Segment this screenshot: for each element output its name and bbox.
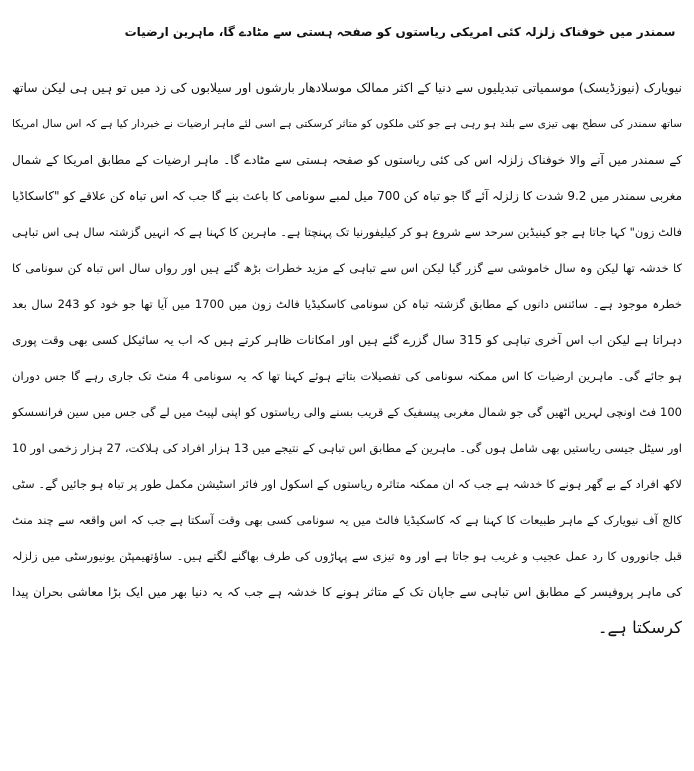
body-line: کرسکتا ہے۔ [597, 618, 682, 637]
body-line: اور سیٹل جیسی ریاستیں بھی شامل ہوں گی۔ ماہرین کے مطابق اس تباہی کے نتیجے میں 13 ہزار افراد کی ہلاکت، 27 ہزار زخمی اور 10 [12, 441, 682, 455]
article-headline: سمندر میں خوفناک زلزلہ کئی امریکی ریاستوں کو صفحہ ہستی سے مٹادے گا، ماہرین ارضیات [124, 25, 676, 39]
body-line: خطرہ موجود ہے۔ سائنس دانوں کے مطابق گزشتہ تباہ کن سونامی کاسکیڈیا فالٹ زون میں 1700 میں آیا تھا جو خود کو 243 سال بعد [12, 297, 682, 311]
body-line: دہراتا ہے لیکن اب اس آخری تباہی کو 315 سال گزرے گئے ہیں اور امکانات ظاہر کرتے ہیں کہ اب یہ سائیکل کسی بھی وقت پوری [12, 333, 682, 347]
body-line: ساتھ سمندر کی سطح بھی تیزی سے بلند ہو رہی ہے جو کئی ملکوں کو متاثر کرسکتی ہے اسی لئے ماہر ارضیات نے خبردار کیا ہے کہ اس سال امریکا [12, 118, 682, 130]
body-line: کے سمندر میں آنے والا خوفناک زلزلہ اس کی کئی ریاستوں کو صفحہ ہستی سے مٹادے گا۔ ماہر ارضیات کے مطابق امریکا کے شمال [12, 153, 682, 167]
body-line: 100 فٹ اونچی لہریں اٹھیں گی جو شمال مغربی پیسفیک کے قریب بسنے والی ریاستوں کو اپنی لپیٹ میں لے گی جس میں سین فرانسسکو [12, 405, 682, 419]
body-line: ہو جائے گی۔ ماہرین ارضیات کا اس ممکنہ سونامی کی تفصیلات بتاتے ہوئے کہنا تھا کہ یہ سونامی 4 منٹ تک جاری رہے گا جس دوران [12, 369, 682, 383]
article-body [12, 70, 682, 646]
body-line: کالج آف نیویارک کے ماہر طبیعات کا کہنا ہے کہ کاسکیڈیا فالٹ میں یہ سونامی کسی بھی وقت آسکتا ہے جب کہ اس واقعہ سے چند منٹ [12, 513, 682, 527]
body-line: مغربی سمندر میں 9.2 شدت کا زلزلہ آئے گا جو تباہ کن 700 میل لمبے سونامی کا باعث بنے گا جب کہ اس تباہ کن علاقے کو "کاسکاڈیا [12, 189, 682, 203]
body-line: کی ماہر پروفیسر کے مطابق اس تباہی سے جاپان تک کے متاثر ہونے کا خدشہ ہے جب کہ یہ دنیا بھر میں ایک بڑا معاشی بحران پیدا [12, 585, 682, 599]
body-line: لاکھ افراد کے بے گھر ہونے کا خدشہ ہے جب کہ ان ممکنہ متاثرہ ریاستوں کے اسکول اور فائر اسٹیشن مکمل طور پر تباہ ہو جائیں گے۔ سٹی [12, 477, 682, 491]
body-line: فالٹ زون" کہا جاتا ہے جو کینیڈین سرحد سے شروع ہو کر کیلیفورنیا تک پہنچتا ہے۔ ماہرین کا کہنا ہے کہ انہیں گزشتہ سال ہی اس تباہی [12, 225, 682, 239]
body-line: نیویارک (نیوزڈیسک) موسمیاتی تبدیلیوں سے دنیا کے اکثر ممالک موسلادھار بارشوں اور سیلابوں کی زد میں تو ہیں ہی لیکن ساتھ [12, 80, 682, 95]
body-line: قبل جانوروں کا رد عمل عجیب و غریب ہو جاتا ہے اور وہ تیزی سے پہاڑوں کی طرف بھاگنے لگتے ہیں۔ ساؤتھیمپٹن یونیورسٹی میں زلزلہ [12, 549, 682, 563]
body-line: کا خدشہ تھا لیکن وہ سال خاموشی سے گزر گیا لیکن اس سے تباہی کے مزید خطرات بڑھ گئے ہیں اور رواں سال اس تباہ کن سونامی کا [12, 261, 682, 275]
